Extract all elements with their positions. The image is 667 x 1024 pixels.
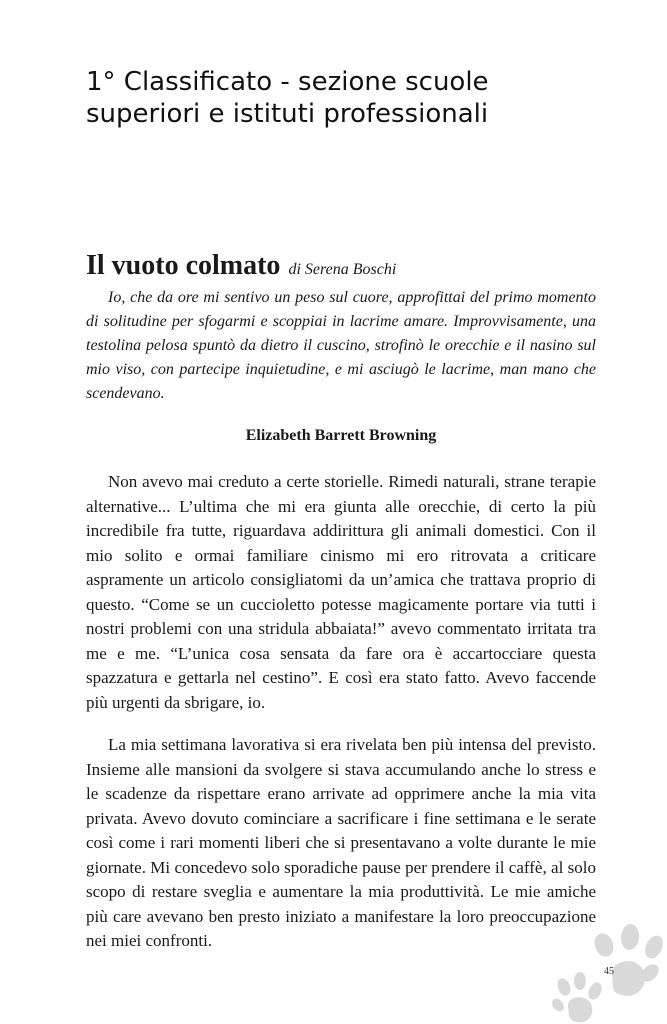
chapter-title: Elizabeth Barrett Browning (245, 427, 437, 444)
body-paragraph-1: Non avevo mai creduto a certe storielle. Rimedi naturali, strane terapie alternative... L’ultima che mi era giunta alle orecchie, di certo la più incredibile fra tutte, riguardava addirittura gli animali domestici. Con il mio solito e ormai familiare cinismo mi ero ritrovata a criticare aspramente un articolo consigliatomi da un’amica che trattava proprio di questo. “Come se un cuccioletto potesse magicamente portare via tutti i nostri problemi con una stridula abbaiata!” avevo commentato irritata tra me e me. “L’unica cosa sensata da fare ora è accartocciare questa spazzatura e gettarla nel cestino”. E così era stato fatto. Avevo faccende più urgenti da sbrigare, io. (86, 472, 596, 712)
page-number: 45 (604, 966, 614, 977)
epigraph: Io, che da ore mi sentivo un peso sul cuore, approfittai del primo momento di solitudine per sfogarmi e scoppiai in lacrime amare. Improvvisamente, una testolina pelosa spuntò da dietro il cuscino, strofinò le orecchie e il nasino sul mio viso, con partecipe inquietudine, e mi asciugò le lacrime, man mano che scendevano. (86, 289, 596, 402)
section-heading: 1° Classificato - sezione scuole superiori e istituti professionali (86, 67, 489, 129)
story-author: di Serena Boschi (288, 261, 397, 278)
body-paragraph-2: La mia settimana lavorativa si era rivelata ben più intensa del previsto. Insieme alle mansioni da svolgere si stava accumulando anche lo stress e le scadenze da rispettare erano arrivate ad opprimere anche la mia vita privata. Avevo dovuto cominciare a sacrificare i fine settimana e le serate così come i rari momenti liberi che si presentavano a volte durante le mie giornate. Mi concedevo solo sporadiche pause per prendere il caffè, al solo scopo di restare sveglia e aumentare la mia produttività. Le mie amiche più care avevano ben presto iniziato a manifestare la loro preoccupazione nei miei confronti. (86, 735, 596, 950)
story-title: Il vuoto colmato (86, 250, 281, 281)
story-title-row (86, 250, 606, 282)
